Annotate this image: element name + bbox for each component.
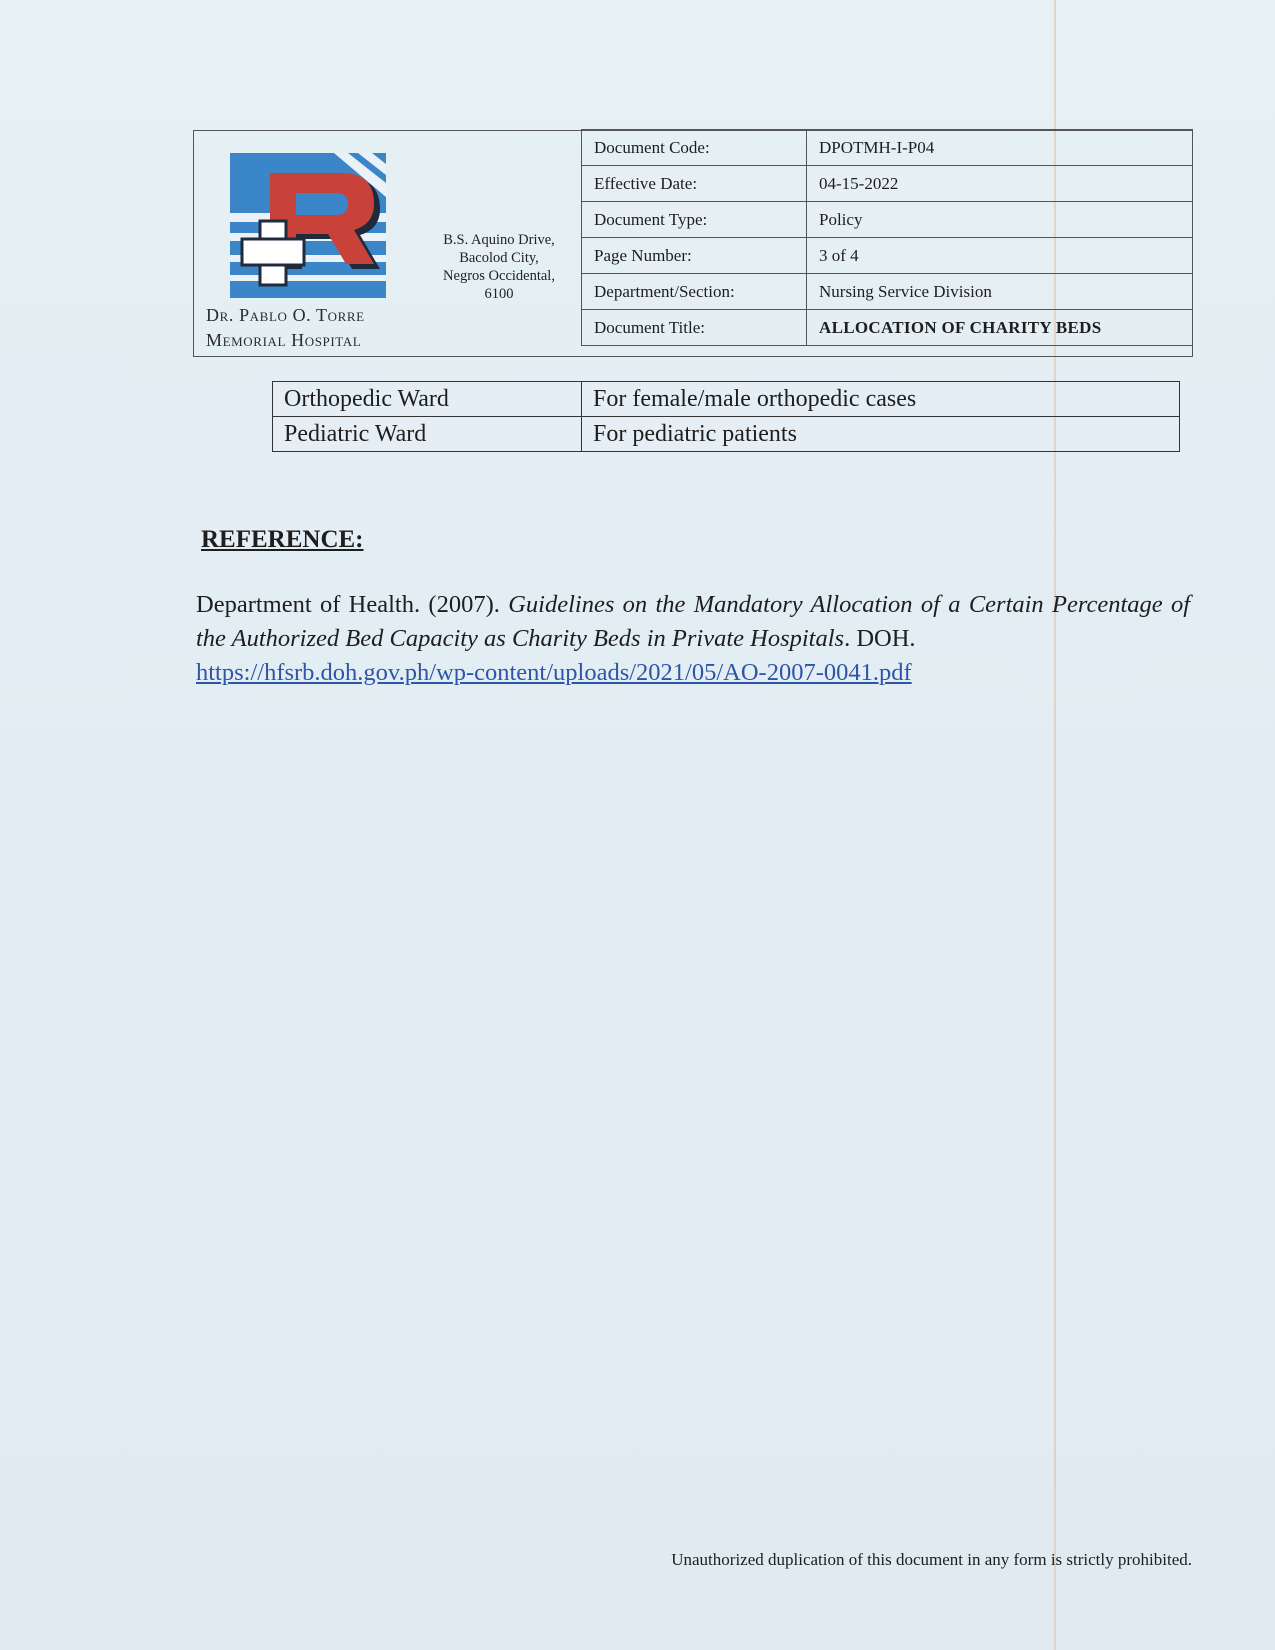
meta-value: Policy bbox=[807, 202, 1193, 238]
ward-description: For pediatric patients bbox=[582, 417, 1180, 452]
footer-notice: Unauthorized duplication of this document in any form is strictly prohibited. bbox=[671, 1550, 1192, 1569]
meta-value: 3 of 4 bbox=[807, 238, 1193, 274]
hospital-name-line2: Memorial Hospital bbox=[206, 330, 362, 350]
reference-author: Department of Health. (2007). bbox=[196, 591, 500, 618]
meta-row-code bbox=[582, 130, 1193, 166]
reference-title-end: . bbox=[844, 625, 851, 652]
ward-table bbox=[272, 381, 1180, 452]
meta-row-date bbox=[582, 166, 1193, 202]
hospital-name bbox=[206, 303, 406, 353]
meta-label: Page Number: bbox=[582, 238, 807, 274]
logo-cell bbox=[194, 131, 584, 356]
meta-label: Department/Section: bbox=[582, 274, 807, 310]
meta-label: Document Title: bbox=[582, 310, 807, 346]
meta-row-page bbox=[582, 238, 1193, 274]
document-meta-table bbox=[581, 129, 1193, 346]
meta-row-department bbox=[582, 274, 1193, 310]
reference-publisher: DOH. bbox=[856, 625, 916, 652]
hospital-address bbox=[424, 231, 574, 303]
document-title: ALLOCATION OF CHARITY BEDS bbox=[807, 310, 1193, 346]
table-row bbox=[273, 382, 1180, 417]
reference-heading: REFERENCE: bbox=[201, 526, 364, 553]
reference-title: Guidelines on the Mandatory Allocation of a Certain Percentage of the Authorized Bed Capacity as Charity Beds in Private Hospitals bbox=[196, 591, 1191, 652]
address-line3: Negros Occidental, bbox=[443, 268, 555, 284]
meta-label: Document Type: bbox=[582, 202, 807, 238]
ward-name: Pediatric Ward bbox=[273, 417, 582, 452]
address-line1: B.S. Aquino Drive, bbox=[443, 232, 555, 248]
hospital-logo-icon bbox=[230, 151, 386, 301]
meta-value: DPOTMH-I-P04 bbox=[807, 130, 1193, 166]
reference-citation bbox=[196, 588, 1190, 690]
meta-value: 04-15-2022 bbox=[807, 166, 1193, 202]
meta-row-type bbox=[582, 202, 1193, 238]
ward-name: Orthopedic Ward bbox=[273, 382, 582, 417]
address-line4: 6100 bbox=[484, 286, 514, 302]
meta-label: Document Code: bbox=[582, 130, 807, 166]
ward-description: For female/male orthopedic cases bbox=[582, 382, 1180, 417]
reference-link[interactable]: https://hfsrb.doh.gov.ph/wp-content/uploads/2021/05/AO-2007-0041.pdf bbox=[196, 659, 912, 686]
meta-label: Effective Date: bbox=[582, 166, 807, 202]
document-header bbox=[193, 130, 1193, 357]
address-line2: Bacolod City, bbox=[459, 250, 539, 266]
hospital-name-line1: Dr. Pablo O. Torre bbox=[206, 305, 365, 325]
meta-row-title bbox=[582, 310, 1193, 346]
meta-value: Nursing Service Division bbox=[807, 274, 1193, 310]
table-row bbox=[273, 417, 1180, 452]
